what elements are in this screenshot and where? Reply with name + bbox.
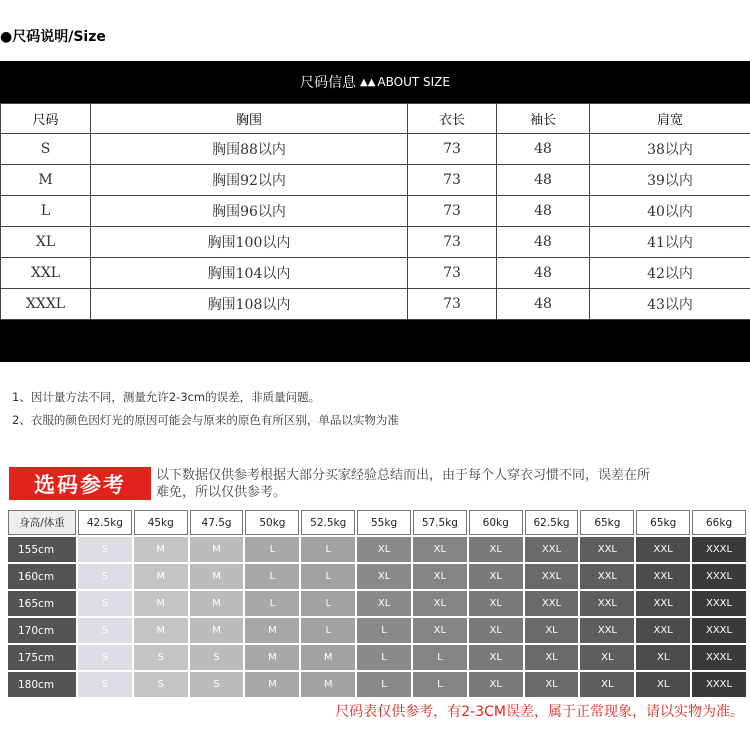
- size-cell: M: [134, 591, 188, 616]
- size-cell: L: [245, 564, 299, 589]
- size-cell: XL: [636, 645, 690, 670]
- size-cell: XXL: [636, 591, 690, 616]
- weight-header: 57.5kg: [413, 510, 467, 535]
- size-cell: XL: [525, 672, 579, 697]
- note-item: 1、因计量方法不同，测量允许2-3cm的误差，非质量问题。: [12, 390, 321, 404]
- column-header: 肩宽: [590, 104, 750, 134]
- size-cell: S: [78, 564, 132, 589]
- table-cell: 40以内: [590, 196, 750, 227]
- table-cell: S: [1, 134, 91, 165]
- size-cell: S: [190, 645, 244, 670]
- size-cell: S: [78, 537, 132, 562]
- size-cell: XXL: [636, 537, 690, 562]
- table-cell: XL: [1, 227, 91, 258]
- size-cell: XL: [580, 645, 634, 670]
- table-cell: 胸围100以内: [91, 227, 408, 258]
- height-label: 155cm: [8, 537, 76, 562]
- size-cell: XXL: [636, 564, 690, 589]
- table-cell: 48: [497, 289, 590, 320]
- size-reference-grid: [6, 508, 748, 699]
- height-label: 160cm: [8, 564, 76, 589]
- table-cell: M: [1, 165, 91, 196]
- table-cell: XXXL: [1, 289, 91, 320]
- size-cell: XXL: [636, 618, 690, 643]
- size-cell: XL: [469, 537, 523, 562]
- weight-header: 47.5g: [190, 510, 244, 535]
- size-cell: XL: [469, 618, 523, 643]
- table-cell: 43以内: [590, 289, 750, 320]
- size-cell: XXXL: [692, 564, 746, 589]
- size-cell: L: [413, 645, 467, 670]
- size-cell: M: [245, 672, 299, 697]
- table-cell: 48: [497, 196, 590, 227]
- size-info-subtitle: ABOUT SIZE: [377, 75, 450, 89]
- table-row: [1, 289, 750, 320]
- size-cell: XXXL: [692, 645, 746, 670]
- size-cell: XL: [413, 564, 467, 589]
- size-cell: S: [78, 591, 132, 616]
- table-row: [8, 618, 746, 643]
- size-cell: L: [301, 618, 355, 643]
- size-cell: XL: [469, 564, 523, 589]
- height-label: 175cm: [8, 645, 76, 670]
- table-row: [1, 227, 750, 258]
- size-cell: XL: [413, 537, 467, 562]
- size-cell: M: [245, 618, 299, 643]
- table-cell: 48: [497, 134, 590, 165]
- size-cell: M: [190, 591, 244, 616]
- table-row: [1, 165, 750, 196]
- height-label: 165cm: [8, 591, 76, 616]
- table-cell: 73: [408, 196, 497, 227]
- table-cell: XXL: [1, 258, 91, 289]
- weight-header: 60kg: [469, 510, 523, 535]
- table-row: [8, 537, 746, 562]
- height-label: 170cm: [8, 618, 76, 643]
- table-cell: 48: [497, 227, 590, 258]
- height-label: 180cm: [8, 672, 76, 697]
- note-item: 2、衣服的颜色因灯光的原因可能会与原来的原色有所区别，单品以实物为准: [12, 413, 399, 427]
- corner-header: 身高/体重: [8, 510, 76, 535]
- table-cell: 39以内: [590, 165, 750, 196]
- table-cell: 48: [497, 165, 590, 196]
- table-cell: 73: [408, 227, 497, 258]
- weight-header: 65kg: [580, 510, 634, 535]
- table-cell: 胸围108以内: [91, 289, 408, 320]
- weight-header: 42.5kg: [78, 510, 132, 535]
- size-cell: XXL: [580, 564, 634, 589]
- size-cell: M: [301, 645, 355, 670]
- reference-title: 选码参考: [9, 467, 151, 500]
- size-cell: XL: [469, 591, 523, 616]
- table-cell: 73: [408, 258, 497, 289]
- size-info-grid: [0, 103, 750, 320]
- size-cell: L: [245, 591, 299, 616]
- size-cell: XL: [636, 672, 690, 697]
- size-cell: XL: [525, 645, 579, 670]
- column-header: 胸围: [91, 104, 408, 134]
- table-row: [8, 645, 746, 670]
- size-cell: S: [78, 672, 132, 697]
- size-cell: XL: [525, 618, 579, 643]
- size-cell: XXL: [580, 591, 634, 616]
- size-cell: M: [301, 672, 355, 697]
- weight-header: 66kg: [692, 510, 746, 535]
- size-cell: XXL: [525, 537, 579, 562]
- size-cell: S: [134, 672, 188, 697]
- size-cell: XL: [357, 537, 411, 562]
- size-cell: XXXL: [692, 537, 746, 562]
- size-cell: XXXL: [692, 672, 746, 697]
- size-cell: S: [190, 672, 244, 697]
- table-row: [8, 591, 746, 616]
- table-row: [8, 672, 746, 697]
- size-cell: M: [190, 537, 244, 562]
- size-cell: XXL: [580, 537, 634, 562]
- size-cell: L: [301, 591, 355, 616]
- table-row: [1, 258, 750, 289]
- size-cell: S: [134, 645, 188, 670]
- size-cell: XL: [413, 618, 467, 643]
- table-cell: 胸围104以内: [91, 258, 408, 289]
- column-header: 尺码: [1, 104, 91, 134]
- weight-header: 52.5kg: [301, 510, 355, 535]
- size-cell: XXL: [525, 564, 579, 589]
- weight-header: 50kg: [245, 510, 299, 535]
- table-row: [1, 196, 750, 227]
- size-cell: M: [134, 618, 188, 643]
- table-cell: 胸围92以内: [91, 165, 408, 196]
- size-cell: L: [301, 537, 355, 562]
- weight-header: 62.5kg: [525, 510, 579, 535]
- size-info-header-bar: [0, 61, 750, 103]
- disclaimer: 尺码表仅供参考，有2-3CM误差，属于正常现象，请以实物为准。: [335, 704, 744, 720]
- size-cell: XL: [469, 645, 523, 670]
- size-cell: S: [78, 645, 132, 670]
- table-cell: 38以内: [590, 134, 750, 165]
- size-cell: XL: [469, 672, 523, 697]
- size-cell: S: [78, 618, 132, 643]
- size-cell: L: [413, 672, 467, 697]
- size-cell: XXXL: [692, 618, 746, 643]
- size-section-heading: ●尺码说明/Size: [0, 29, 106, 45]
- size-cell: M: [190, 564, 244, 589]
- column-header: 衣长: [408, 104, 497, 134]
- column-header: 袖长: [497, 104, 590, 134]
- weight-header: 65kg: [636, 510, 690, 535]
- size-cell: XL: [413, 591, 467, 616]
- table-cell: 胸围88以内: [91, 134, 408, 165]
- size-cell: M: [134, 564, 188, 589]
- size-cell: XL: [580, 672, 634, 697]
- triangle-icons: ▲▲: [360, 76, 376, 88]
- size-cell: XXL: [525, 591, 579, 616]
- table-cell: 73: [408, 165, 497, 196]
- size-cell: L: [357, 672, 411, 697]
- size-info-title: 尺码信息: [300, 75, 357, 91]
- size-cell: L: [357, 645, 411, 670]
- table-row: [8, 564, 746, 589]
- reference-description: 以下数据仅供参考根据大部分买家经验总结而出，由于每个人穿衣习惯不同，误差在所难免，所以仅供参考。: [156, 468, 651, 500]
- table-cell: 73: [408, 289, 497, 320]
- table-cell: 41以内: [590, 227, 750, 258]
- size-info-table: [0, 61, 750, 362]
- size-cell: XXXL: [692, 591, 746, 616]
- size-cell: L: [301, 564, 355, 589]
- table-row: [1, 134, 750, 165]
- size-cell: XL: [357, 564, 411, 589]
- size-cell: L: [357, 618, 411, 643]
- weight-header: 45kg: [134, 510, 188, 535]
- table-cell: 胸围96以内: [91, 196, 408, 227]
- weight-header: 55kg: [357, 510, 411, 535]
- notes: [12, 386, 399, 432]
- table-cell: 73: [408, 134, 497, 165]
- size-cell: M: [245, 645, 299, 670]
- size-cell: XXL: [580, 618, 634, 643]
- size-cell: L: [245, 537, 299, 562]
- table-cell: 42以内: [590, 258, 750, 289]
- size-cell: M: [134, 537, 188, 562]
- table-cell: 48: [497, 258, 590, 289]
- table-cell: L: [1, 196, 91, 227]
- size-cell: M: [190, 618, 244, 643]
- size-info-footer-bar: [0, 320, 750, 362]
- size-cell: XL: [357, 591, 411, 616]
